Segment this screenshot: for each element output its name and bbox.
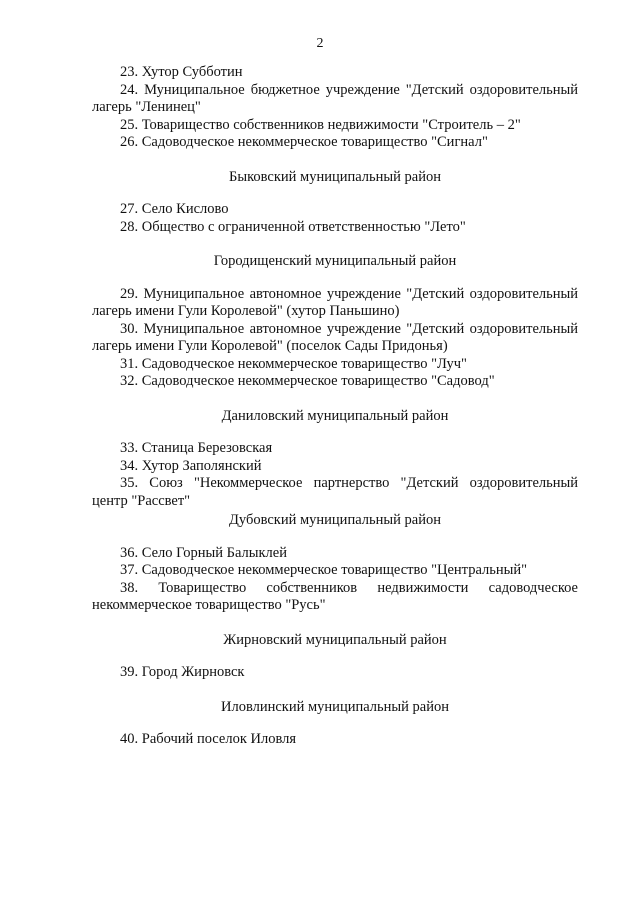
list-item-28: 28. Общество с ограниченной ответственностью "Лето": [120, 218, 466, 235]
list-item-40: 40. Рабочий поселок Иловля: [120, 731, 297, 747]
list-item-24: 24. Муниципальное бюджетное учреждение "Детский оздоровительный лагерь "Ленинец": [92, 81, 578, 115]
list-item-25: 25. Товарищество собственников недвижимости "Строитель – 2": [120, 116, 521, 133]
list-item-27: 27. Село Кислово: [120, 201, 229, 217]
list-item-35: 35. Союз "Некоммерческое партнерство "Детский оздоровительный центр "Рассвет": [92, 475, 578, 509]
list-item-31: 31. Садоводческое некоммерческое товарищество "Луч": [120, 355, 467, 372]
district-heading-ilovlinsky: Иловлинский муниципальный район: [221, 698, 449, 715]
district-heading-dubovsky: Дубовский муниципальный район: [229, 512, 441, 528]
list-item-37: 37. Садоводческое некоммерческое товарищество "Центральный": [120, 562, 528, 578]
list-item-23: 23. Хутор Субботин: [120, 64, 243, 80]
district-heading-gorodishchensky: Городищенский муниципальный район: [213, 253, 457, 269]
list-item-29: 29. Муниципальное автономное учреждение "Детский оздоровительный лагерь имени Гули Королевой" (хутор Паньшино): [92, 285, 578, 319]
list-item-30: 30. Муниципальное автономное учреждение "Детский оздоровительный лагерь имени Гули Королевой" (поселок Сады Придонья): [92, 320, 578, 354]
list-item-26: 26. Садоводческое некоммерческое товарищество "Сигнал": [120, 134, 488, 150]
list-item-36: 36. Село Горный Балыклей: [120, 544, 287, 561]
district-heading-danilovsky: Даниловский муниципальный район: [221, 407, 449, 424]
list-item-33: 33. Станица Березовская: [120, 440, 273, 456]
page-number: 2: [316, 36, 324, 51]
document-body: [92, 64, 578, 749]
district-heading-zhirnovsky: Жирновский муниципальный район: [223, 631, 447, 648]
district-heading-bykovsky: Быковский муниципальный район: [229, 168, 441, 185]
list-item-32: 32. Садоводческое некоммерческое товарищество "Садовод": [120, 373, 495, 389]
list-item-39: 39. Город Жирновск: [120, 664, 245, 680]
list-item-34: 34. Хутор Заполянский: [120, 457, 262, 474]
list-item-38: 38. Товарищество собственников недвижимости садоводческое некоммерческое товарищество "Русь": [92, 579, 578, 613]
